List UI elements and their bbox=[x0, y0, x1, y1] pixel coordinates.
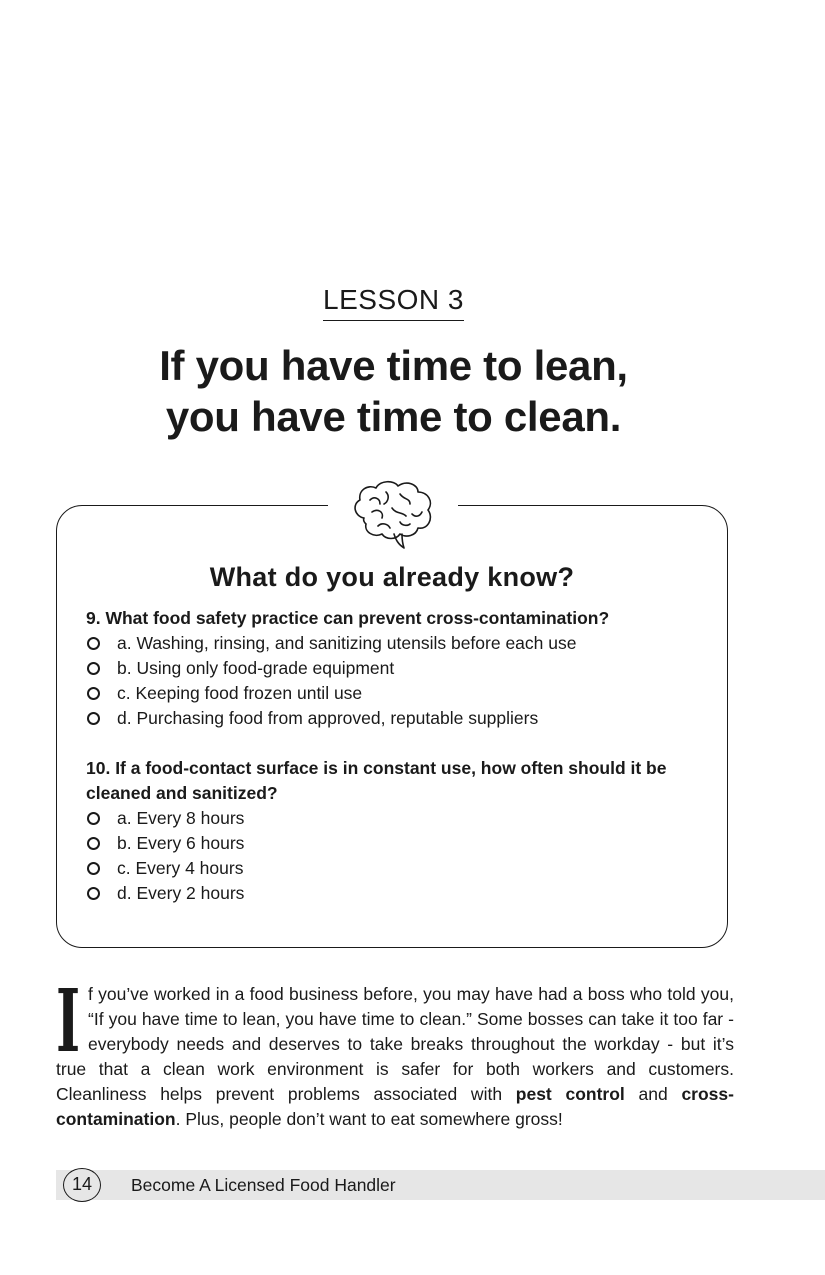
radio-circle-icon[interactable] bbox=[87, 712, 100, 725]
option-label: a. Washing, rinsing, and sanitizing utensils before each use bbox=[117, 633, 577, 653]
term-cross-contamination: cross-contamination bbox=[56, 1084, 734, 1129]
question-text: 10. If a food-contact surface is in constant use, how often should it be cleaned and sanitized? bbox=[86, 758, 667, 803]
intro-text-1: f you’ve worked in a food business before, you may have had a boss who told you, “If you have time to lean, you have time to clean.” Some bosses can take it too far - everybody needs and deserves to take breaks throughout the workday - but it’s true that a clean work environment is safer for both workers and customers. Cleanliness helps prevent problems associated with bbox=[56, 984, 734, 1104]
radio-circle-icon[interactable] bbox=[87, 812, 100, 825]
radio-circle-icon[interactable] bbox=[87, 687, 100, 700]
footer-book-title: Become A Licensed Food Handler bbox=[131, 1175, 396, 1195]
lesson-number: LESSON 3 bbox=[323, 284, 464, 321]
drop-cap: I bbox=[56, 971, 81, 1072]
option-10b[interactable] bbox=[86, 831, 706, 856]
lesson-title bbox=[0, 340, 787, 442]
radio-circle-icon[interactable] bbox=[87, 887, 100, 900]
radio-circle-icon[interactable] bbox=[87, 637, 100, 650]
intro-text-2: and bbox=[624, 1084, 682, 1104]
lesson-title-line-2: you have time to clean. bbox=[165, 393, 622, 440]
lesson-label bbox=[0, 284, 787, 321]
option-9a[interactable] bbox=[86, 631, 706, 656]
option-9c[interactable] bbox=[86, 681, 706, 706]
option-label: d. Purchasing food from approved, reputable suppliers bbox=[117, 708, 539, 728]
option-9d[interactable] bbox=[86, 706, 706, 731]
option-label: c. Keeping food frozen until use bbox=[117, 683, 363, 703]
intro-text-3: . Plus, people don’t want to eat somewhere gross! bbox=[175, 1109, 563, 1129]
option-label: c. Every 4 hours bbox=[117, 858, 244, 878]
question-text: 9. What food safety practice can prevent cross-contamination? bbox=[86, 608, 610, 628]
question-10 bbox=[86, 756, 706, 906]
radio-circle-icon[interactable] bbox=[87, 862, 100, 875]
option-label: b. Every 6 hours bbox=[117, 833, 245, 853]
page-number: 14 bbox=[63, 1168, 101, 1202]
term-pest-control: pest control bbox=[515, 1084, 625, 1104]
option-label: a. Every 8 hours bbox=[117, 808, 245, 828]
option-9b[interactable] bbox=[86, 656, 706, 681]
quiz-heading: What do you already know? bbox=[209, 562, 575, 592]
option-label: b. Using only food-grade equipment bbox=[117, 658, 395, 678]
radio-circle-icon[interactable] bbox=[87, 837, 100, 850]
option-10d[interactable] bbox=[86, 881, 706, 906]
lesson-title-line-1: If you have time to lean, bbox=[159, 342, 628, 389]
radio-circle-icon[interactable] bbox=[87, 662, 100, 675]
brain-icon bbox=[350, 478, 436, 550]
intro-paragraph bbox=[56, 971, 734, 1132]
question-9 bbox=[86, 606, 706, 731]
option-10c[interactable] bbox=[86, 856, 706, 881]
option-10a[interactable] bbox=[86, 806, 706, 831]
option-label: d. Every 2 hours bbox=[117, 883, 245, 903]
